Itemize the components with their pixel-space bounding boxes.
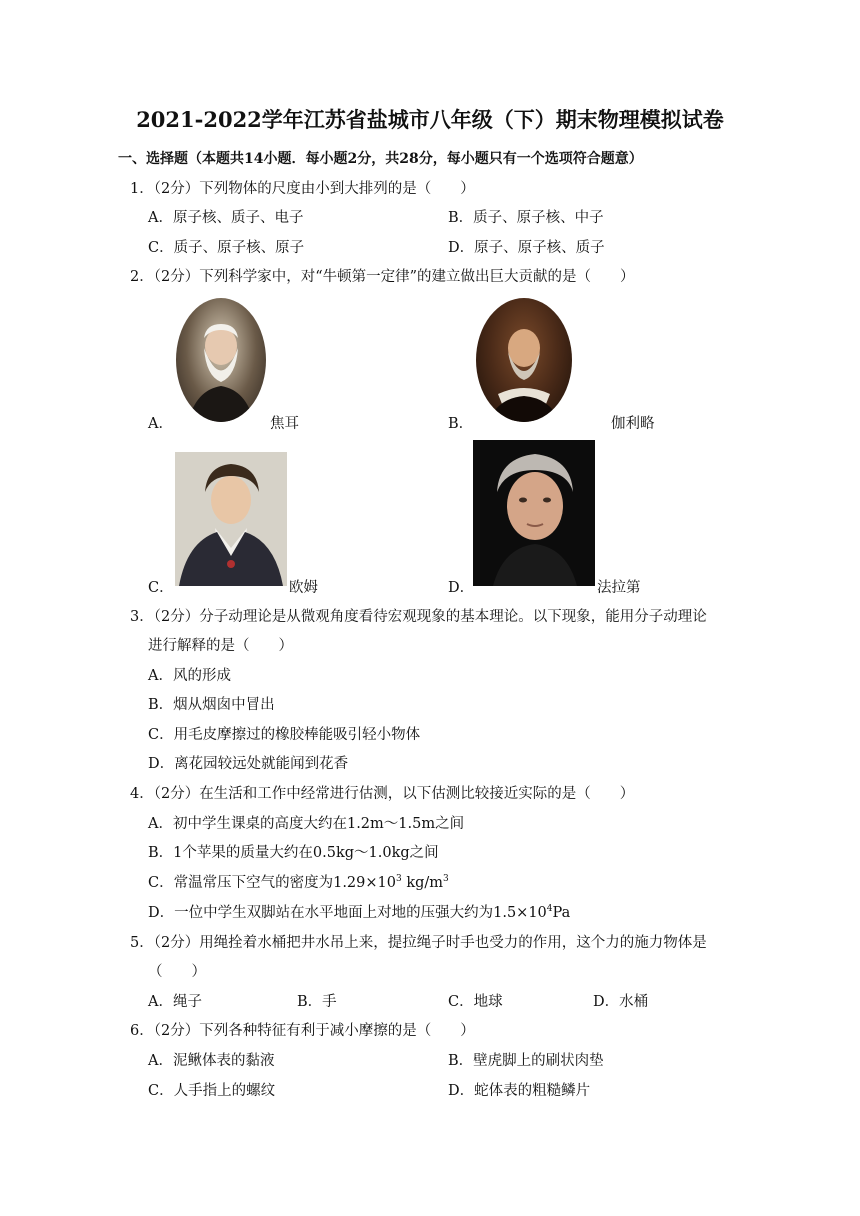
question-6-stem: 6．（2分）下列各种特征有利于减小摩擦的是（ ） xyxy=(130,1023,475,1039)
q2-option-c-name: 欧姆 xyxy=(289,580,318,596)
q2-option-d-letter: D． xyxy=(448,580,475,596)
q4-option-b: B．1个苹果的质量大约在0.5kg～1.0kg之间 xyxy=(148,845,439,861)
q2-option-d-name: 法拉第 xyxy=(597,580,641,596)
q6-option-b: B．壁虎脚上的刷状肉垫 xyxy=(448,1053,604,1069)
portrait-ohm-image xyxy=(175,452,287,586)
portrait-faraday-image xyxy=(473,440,595,586)
q4-option-d-text: D．一位中学生双脚站在水平地面上对地的压强大约为1.5×10 xyxy=(148,905,547,921)
q2-option-a-name: 焦耳 xyxy=(270,416,299,432)
q4-option-a: A．初中学生课桌的高度大约在1.2m～1.5m之间 xyxy=(148,816,465,832)
portrait-galileo-image xyxy=(476,298,572,422)
exam-title: 2021-2022学年江苏省盐城市八年级（下）期末物理模拟试卷 xyxy=(136,107,724,132)
q3-option-b: B．烟从烟囱中冒出 xyxy=(148,697,275,713)
q2-option-c-letter: C． xyxy=(148,580,174,596)
q2-option-a-letter: A． xyxy=(148,416,173,432)
q2-option-b-letter: B． xyxy=(448,416,474,432)
q3-option-a: A．风的形成 xyxy=(148,668,231,684)
q4-option-c-unit-exponent: 3 xyxy=(443,874,449,885)
section-heading: 一、选择题（本题共14小题．每小题2分，共28分，每小题只有一个选项符合题意） xyxy=(118,151,643,167)
question-1-stem: 1．（2分）下列物体的尺度由小到大排列的是（ ） xyxy=(130,181,475,197)
q4-option-d-unit: Pa xyxy=(552,905,571,921)
portrait-joule-image xyxy=(176,298,266,422)
q6-option-c: C．人手指上的螺纹 xyxy=(148,1083,276,1099)
q4-option-d xyxy=(148,901,570,922)
q5-option-c: C．地球 xyxy=(448,994,503,1010)
q4-option-d-exponent: 4 xyxy=(546,904,553,915)
question-4-stem: 4．（2分）在生活和工作中经常进行估测，以下估测比较接近实际的是（ ） xyxy=(130,786,635,802)
q2-option-b-name: 伽利略 xyxy=(611,416,655,432)
q1-option-c: C．质子、原子核、原子 xyxy=(148,240,305,256)
question-2-stem: 2．（2分）下列科学家中，对“牛顿第一定律”的建立做出巨大贡献的是（ ） xyxy=(130,269,635,285)
q4-option-c-text: C．常温常压下空气的密度为1.29×10 xyxy=(148,875,396,891)
q6-option-a: A．泥鳅体表的黏液 xyxy=(148,1053,275,1069)
q6-option-d: D．蛇体表的粗糙鳞片 xyxy=(448,1083,591,1099)
q5-option-b: B．手 xyxy=(297,994,337,1010)
q1-option-b: B．质子、原子核、中子 xyxy=(448,210,604,226)
question-3-stem-line1: 3．（2分）分子动理论是从微观角度看待宏观现象的基本理论。以下现象，能用分子动理论 xyxy=(130,609,707,625)
q5-option-d: D．水桶 xyxy=(593,994,649,1010)
q3-option-c: C．用毛皮摩擦过的橡胶棒能吸引轻小物体 xyxy=(148,727,421,743)
q4-option-c xyxy=(148,871,449,892)
q5-option-a: A．绳子 xyxy=(148,994,202,1010)
q4-option-c-unit: kg/m xyxy=(401,875,444,891)
q4-option-c-exponent: 3 xyxy=(395,874,402,885)
q3-option-d: D．离花园较远处就能闻到花香 xyxy=(148,756,349,772)
q1-option-a: A．原子核、质子、电子 xyxy=(148,210,304,226)
question-5-stem-line1: 5．（2分）用绳拴着水桶把井水吊上来，提拉绳子时手也受力的作用，这个力的施力物体是 xyxy=(130,935,707,951)
question-5-stem-line2: （ ） xyxy=(148,964,206,980)
question-3-stem-line2: 进行解释的是（ ） xyxy=(148,638,293,654)
q1-option-d: D．原子、原子核、质子 xyxy=(448,240,605,256)
